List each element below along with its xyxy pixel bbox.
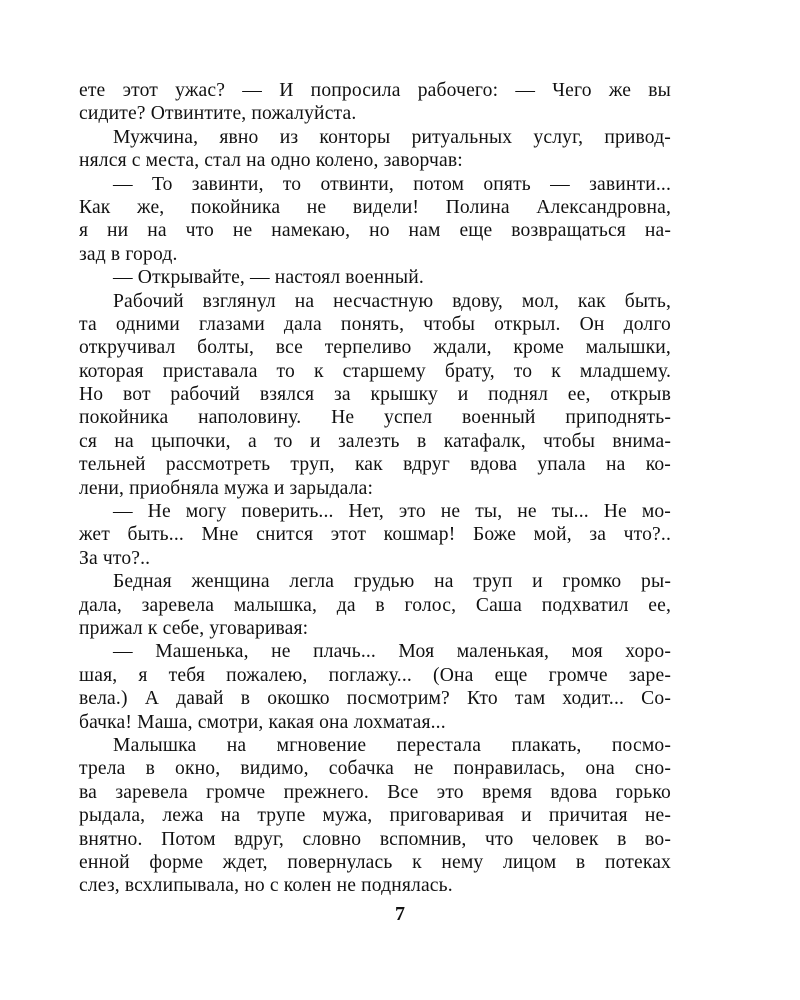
text-line: — То завинти, то отвинти, потом опять — завинти...	[113, 173, 671, 195]
text-line: шая, я тебя пожалею, поглажу... (Она еще громче заре-	[79, 664, 671, 686]
text-line: я ни на что не намекаю, но нам еще возвращаться на-	[79, 220, 671, 242]
text-line: которая приставала то к старшему брату, то к младшему.	[79, 360, 671, 382]
text-line: енной форме ждет, повернулась к нему лицом в потеках	[79, 851, 671, 873]
text-line: тельней рассмотреть труп, как вдруг вдова упала на ко-	[79, 454, 671, 476]
text-line: — Открывайте, — настоял военный.	[113, 267, 424, 289]
text-line: бачка! Маша, смотри, какая она лохматая...	[79, 711, 446, 733]
text-line: сидите? Отвинтите, пожалуйста.	[79, 103, 357, 125]
text-line: слез, всхлипывала, но с колен не поднялась.	[79, 875, 453, 897]
text-line: откручивал болты, все терпеливо ждали, кроме малышки,	[79, 337, 671, 359]
text-line: лени, приобняла мужа и зарыдала:	[79, 477, 374, 499]
text-line: покойника наполовину. Не успел военный приподнять-	[79, 407, 671, 429]
text-line: — Не могу поверить... Нет, это не ты, не ты... Не мо-	[113, 501, 671, 523]
page-number: 7	[395, 903, 405, 925]
text-line: дала, заревела малышка, да в голос, Саша подхватил ее,	[79, 594, 671, 616]
text-line: Как же, покойника не видели! Полина Александровна,	[79, 196, 671, 218]
text-line: прижал к себе, уговаривая:	[79, 617, 309, 639]
text-line: вела.) А давай в окошко посмотрим? Кто там ходит... Со-	[79, 688, 671, 710]
text-line: нялся с места, стал на одно колено, заворчав:	[79, 150, 463, 172]
text-line: Мужчина, явно из конторы ритуальных услуг, привод-	[113, 126, 671, 148]
text-line: ете этот ужас? — И попросила рабочего: — Чего же вы	[79, 80, 671, 101]
text-line: За что?..	[79, 547, 151, 569]
text-line: рыдала, лежа на трупе мужа, приговаривая и причитая не-	[79, 805, 671, 827]
text-line: Малышка на мгновение перестала плакать, посмо-	[113, 734, 671, 756]
text-line: зад в город.	[79, 243, 178, 265]
text-line: жет быть... Мне снится этот кошмар! Боже мой, за что?..	[79, 524, 671, 546]
text-line: ва заревела громче прежнего. Все это время вдова горько	[79, 781, 671, 803]
page-text-body	[79, 79, 671, 898]
text-line: — Машенька, не плачь... Моя маленькая, моя хоро-	[113, 641, 671, 663]
text-line: внятно. Потом вдруг, словно вспомнив, что человек в во-	[79, 828, 671, 850]
text-line: та одними глазами дала понять, чтобы открыл. Он долго	[79, 313, 671, 335]
text-line: Бедная женщина легла грудью на труп и громко ры-	[113, 571, 671, 593]
text-line: Но вот рабочий взялся за крышку и поднял ее, открыв	[79, 384, 671, 406]
text-line: Рабочий взглянул на несчастную вдову, мол, как быть,	[113, 290, 671, 312]
text-line: ся на цыпочки, а то и залезть в катафалк, чтобы внима-	[79, 430, 671, 452]
text-line: трела в окно, видимо, собачка не понравилась, она сно-	[79, 758, 671, 780]
